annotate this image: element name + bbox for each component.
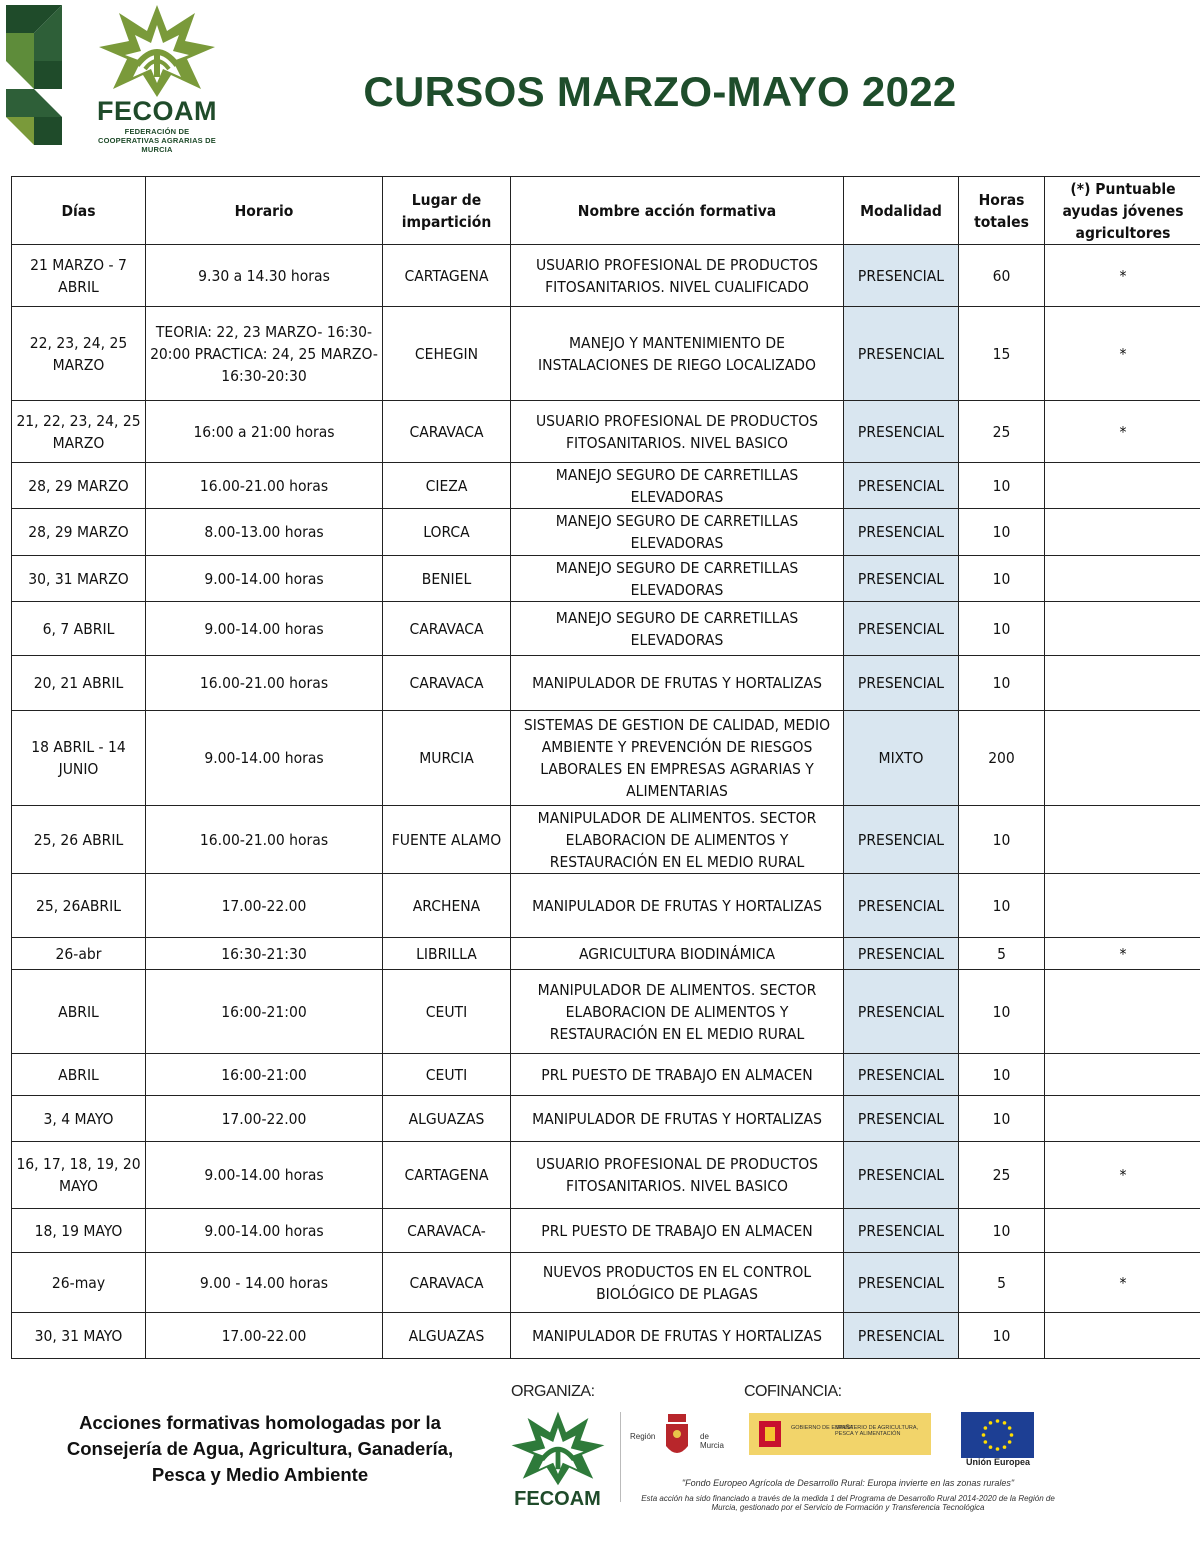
cell-horario: 9.00-14.00 horas: [146, 1142, 383, 1209]
cell-nombre: PRL PUESTO DE TRABAJO EN ALMACEN: [511, 1209, 844, 1253]
table-row: [12, 307, 1200, 401]
cell-nombre: AGRICULTURA BIODINÁMICA: [511, 938, 844, 970]
cell-nombre: MANEJO Y MANTENIMIENTO DE INSTALACIONES DE RIEGO LOCALIZADO: [511, 307, 844, 401]
col-header-modalidad: Modalidad: [844, 177, 959, 245]
cell-dias: 28, 29 MARZO: [12, 463, 146, 509]
col-header-horario: Horario: [146, 177, 383, 245]
cell-puntuable: [1045, 874, 1200, 938]
cell-modalidad: PRESENCIAL: [844, 401, 959, 463]
cell-horario: 16:00-21:00: [146, 970, 383, 1054]
cell-nombre: MANIPULADOR DE ALIMENTOS. SECTOR ELABORACION DE ALIMENTOS Y RESTAURACIÓN EN EL MEDIO RURAL: [511, 970, 844, 1054]
cell-horas: 5: [959, 938, 1045, 970]
cell-modalidad: PRESENCIAL: [844, 509, 959, 556]
cell-modalidad: MIXTO: [844, 711, 959, 806]
col-header-lugar: Lugar de impartición: [383, 177, 511, 245]
cell-nombre: NUEVOS PRODUCTOS EN EL CONTROL BIOLÓGICO DE PLAGAS: [511, 1253, 844, 1313]
table-row: [12, 1209, 1200, 1253]
table-row: [12, 806, 1200, 874]
table-row: [12, 1096, 1200, 1142]
cell-lugar: CIEZA: [383, 463, 511, 509]
cell-horas: 15: [959, 307, 1045, 401]
cell-lugar: CARTAGENA: [383, 1142, 511, 1209]
cell-modalidad: PRESENCIAL: [844, 245, 959, 307]
cell-horas: 10: [959, 1209, 1045, 1253]
cell-modalidad: PRESENCIAL: [844, 602, 959, 656]
cell-horas: 60: [959, 245, 1045, 307]
cell-dias: 22, 23, 24, 25 MARZO: [12, 307, 146, 401]
cell-modalidad: PRESENCIAL: [844, 307, 959, 401]
cell-modalidad: PRESENCIAL: [844, 463, 959, 509]
cell-lugar: ARCHENA: [383, 874, 511, 938]
cell-nombre: MANEJO SEGURO DE CARRETILLAS ELEVADORAS: [511, 463, 844, 509]
cell-nombre: USUARIO PROFESIONAL DE PRODUCTOS FITOSANITARIOS. NIVEL CUALIFICADO: [511, 245, 844, 307]
col-header-dias: Días: [12, 177, 146, 245]
table-row: [12, 602, 1200, 656]
cell-nombre: MANIPULADOR DE FRUTAS Y HORTALIZAS: [511, 874, 844, 938]
table-row: [12, 401, 1200, 463]
cell-puntuable: [1045, 806, 1200, 874]
cell-puntuable: *: [1045, 401, 1200, 463]
cell-dias: 3, 4 MAYO: [12, 1096, 146, 1142]
table-row: [12, 1054, 1200, 1096]
cell-horas: 10: [959, 656, 1045, 711]
cell-puntuable: [1045, 1054, 1200, 1096]
cell-horario: 17.00-22.00: [146, 1096, 383, 1142]
logo-subtitle-1: FEDERACIÓN DE: [124, 127, 190, 136]
cell-modalidad: PRESENCIAL: [844, 1313, 959, 1359]
cell-dias: 18, 19 MAYO: [12, 1209, 146, 1253]
cell-lugar: ALGUAZAS: [383, 1096, 511, 1142]
fund-note: "Fondo Europeo Agrícola de Desarrollo Rural: Europa invierte en las zonas rurales": [681, 1478, 1015, 1488]
cell-horario: 16:30-21:30: [146, 938, 383, 970]
cell-puntuable: [1045, 656, 1200, 711]
cell-puntuable: [1045, 970, 1200, 1054]
cell-dias: ABRIL: [12, 1054, 146, 1096]
eu-star: [989, 1421, 993, 1425]
eu-star: [984, 1426, 988, 1430]
cell-dias: 26-abr: [12, 938, 146, 970]
table-row: [12, 1313, 1200, 1359]
cell-modalidad: PRESENCIAL: [844, 1096, 959, 1142]
corner-geometric-mark: [6, 5, 62, 145]
cell-dias: 30, 31 MARZO: [12, 556, 146, 602]
cell-puntuable: [1045, 602, 1200, 656]
logo-name: FECOAM: [97, 96, 217, 126]
gobierno-label: GOBIERNO DE ESPAÑA: [791, 1425, 854, 1431]
cell-modalidad: PRESENCIAL: [844, 1209, 959, 1253]
cell-dias: 20, 21 ABRIL: [12, 656, 146, 711]
cell-horas: 10: [959, 970, 1045, 1054]
cell-puntuable: *: [1045, 1253, 1200, 1313]
region-murcia-logo: [630, 1412, 730, 1472]
cell-modalidad: PRESENCIAL: [844, 874, 959, 938]
cell-nombre: MANIPULADOR DE FRUTAS Y HORTALIZAS: [511, 1313, 844, 1359]
table-row: [12, 970, 1200, 1054]
page-title: CURSOS MARZO-MAYO 2022: [363, 68, 957, 115]
eu-star: [1008, 1426, 1012, 1430]
cell-lugar: CEUTI: [383, 970, 511, 1054]
cell-puntuable: [1045, 463, 1200, 509]
cell-lugar: CEHEGIN: [383, 307, 511, 401]
cell-nombre: MANIPULADOR DE FRUTAS Y HORTALIZAS: [511, 656, 844, 711]
cell-nombre: MANIPULADOR DE ALIMENTOS. SECTOR ELABORACION DE ALIMENTOS Y RESTAURACIÓN EN EL MEDIO RURAL: [511, 806, 844, 874]
cell-lugar: CARTAGENA: [383, 245, 511, 307]
eu-flag: [961, 1412, 1034, 1458]
cell-puntuable: [1045, 1096, 1200, 1142]
region-label: Región: [630, 1432, 656, 1441]
cell-horario: 16.00-21.00 horas: [146, 806, 383, 874]
table-row: [12, 463, 1200, 509]
cell-lugar: CARAVACA-: [383, 1209, 511, 1253]
ministerio-label: MINISTERIO DE AGRICULTURA, PESCA Y ALIMENTACIÓN: [835, 1425, 919, 1437]
cell-nombre: MANEJO SEGURO DE CARRETILLAS ELEVADORAS: [511, 602, 844, 656]
cell-dias: 21 MARZO - 7 ABRIL: [12, 245, 146, 307]
fecoam-star-emblem: [97, 3, 217, 98]
eu-star: [1008, 1440, 1012, 1444]
cell-horario: 9.00-14.00 horas: [146, 556, 383, 602]
table-row: [12, 711, 1200, 806]
fund-note-detail: Esta acción ha sido financiado a través de la medida 1 del Programa de Desarrollo Rural 2014-2020 de la Región de Murcia, gestionado por el Servicio de Formación y Transferencia Tecnológica: [641, 1494, 1055, 1512]
cell-horas: 25: [959, 401, 1045, 463]
gobierno-espana-logo: [749, 1413, 931, 1455]
table-row: [12, 874, 1200, 938]
cell-dias: ABRIL: [12, 970, 146, 1054]
cell-modalidad: PRESENCIAL: [844, 806, 959, 874]
cell-puntuable: [1045, 711, 1200, 806]
cell-dias: 28, 29 MARZO: [12, 509, 146, 556]
eu-star: [996, 1447, 1000, 1451]
cell-nombre: MANIPULADOR DE FRUTAS Y HORTALIZAS: [511, 1096, 844, 1142]
cell-modalidad: PRESENCIAL: [844, 1142, 959, 1209]
cell-lugar: CARAVACA: [383, 401, 511, 463]
table-row: [12, 1142, 1200, 1209]
cell-horas: 10: [959, 1313, 1045, 1359]
cell-dias: 6, 7 ABRIL: [12, 602, 146, 656]
cell-puntuable: [1045, 509, 1200, 556]
table-row: [12, 938, 1200, 970]
cell-dias: 18 ABRIL - 14 JUNIO: [12, 711, 146, 806]
cell-puntuable: [1045, 1313, 1200, 1359]
cell-horario: 16.00-21.00 horas: [146, 656, 383, 711]
cell-horario: 9.00-14.00 horas: [146, 711, 383, 806]
cell-horario: TEORIA: 22, 23 MARZO- 16:30-20:00 PRACTICA: 24, 25 MARZO- 16:30-20:30: [146, 307, 383, 401]
eu-star: [996, 1419, 1000, 1423]
fecoam-logo-bottom: [505, 1410, 610, 1512]
cell-horario: 9.00-14.00 horas: [146, 602, 383, 656]
cell-puntuable: *: [1045, 938, 1200, 970]
cell-horas: 10: [959, 1054, 1045, 1096]
table-header-row: [12, 177, 1200, 245]
cell-horario: 17.00-22.00: [146, 1313, 383, 1359]
cell-puntuable: *: [1045, 245, 1200, 307]
cell-horas: 10: [959, 556, 1045, 602]
courses-table: [11, 176, 1200, 1359]
col-header-horas: Horas totales: [959, 177, 1045, 245]
cell-lugar: ALGUAZAS: [383, 1313, 511, 1359]
spain-crest-icon: [755, 1417, 785, 1451]
cell-dias: 16, 17, 18, 19, 20 MAYO: [12, 1142, 146, 1209]
eu-star: [984, 1440, 988, 1444]
cell-horario: 16:00-21:00: [146, 1054, 383, 1096]
cell-horas: 10: [959, 874, 1045, 938]
cell-puntuable: *: [1045, 1142, 1200, 1209]
cell-dias: 25, 26ABRIL: [12, 874, 146, 938]
eu-star: [989, 1445, 993, 1449]
fecoam-logo-bottom-name: FECOAM: [514, 1488, 601, 1510]
col-header-nombre: Nombre acción formativa: [511, 177, 844, 245]
cell-lugar: LIBRILLA: [383, 938, 511, 970]
cell-nombre: MANEJO SEGURO DE CARRETILLAS ELEVADORAS: [511, 509, 844, 556]
cell-lugar: MURCIA: [383, 711, 511, 806]
cell-nombre: USUARIO PROFESIONAL DE PRODUCTOS FITOSANITARIOS. NIVEL BASICO: [511, 1142, 844, 1209]
table-row: [12, 1253, 1200, 1313]
cell-lugar: FUENTE ALAMO: [383, 806, 511, 874]
cell-lugar: CEUTI: [383, 1054, 511, 1096]
cell-puntuable: [1045, 1209, 1200, 1253]
eu-stars-icon: [961, 1412, 1034, 1458]
cell-horario: 8.00-13.00 horas: [146, 509, 383, 556]
cell-modalidad: PRESENCIAL: [844, 1054, 959, 1096]
cell-horario: 16.00-21.00 horas: [146, 463, 383, 509]
cell-horas: 200: [959, 711, 1045, 806]
fecoam-logo: [92, 3, 222, 153]
cell-dias: 21, 22, 23, 24, 25 MARZO: [12, 401, 146, 463]
cell-dias: 30, 31 MAYO: [12, 1313, 146, 1359]
eu-star: [1003, 1421, 1007, 1425]
table-row: [12, 556, 1200, 602]
cell-nombre: USUARIO PROFESIONAL DE PRODUCTOS FITOSANITARIOS. NIVEL BASICO: [511, 401, 844, 463]
cell-modalidad: PRESENCIAL: [844, 970, 959, 1054]
cell-dias: 26-may: [12, 1253, 146, 1313]
cell-puntuable: [1045, 556, 1200, 602]
cell-modalidad: PRESENCIAL: [844, 1253, 959, 1313]
cell-modalidad: PRESENCIAL: [844, 556, 959, 602]
homologation-text: Acciones formativas homologadas por la Consejería de Agua, Agricultura, Ganadería, Pesca y Medio Ambiente: [66, 1412, 454, 1485]
col-header-puntuable: (*) Puntuable ayudas jóvenes agricultores: [1045, 177, 1200, 245]
cell-dias: 25, 26 ABRIL: [12, 806, 146, 874]
cell-horas: 10: [959, 806, 1045, 874]
cell-horas: 10: [959, 602, 1045, 656]
fecoam-star-emblem-bottom: [510, 1410, 606, 1486]
cell-puntuable: *: [1045, 307, 1200, 401]
table-row: [12, 656, 1200, 711]
cell-horario: 9.00 - 14.00 horas: [146, 1253, 383, 1313]
cell-lugar: BENIEL: [383, 556, 511, 602]
organiza-label: ORGANIZA:: [511, 1383, 595, 1400]
cell-modalidad: PRESENCIAL: [844, 938, 959, 970]
cell-lugar: CARAVACA: [383, 656, 511, 711]
cell-nombre: MANEJO SEGURO DE CARRETILLAS ELEVADORAS: [511, 556, 844, 602]
cell-horario: 9.00-14.00 horas: [146, 1209, 383, 1253]
cell-horas: 10: [959, 463, 1045, 509]
cell-horas: 10: [959, 509, 1045, 556]
cell-horario: 17.00-22.00: [146, 874, 383, 938]
cell-lugar: LORCA: [383, 509, 511, 556]
cell-horas: 25: [959, 1142, 1045, 1209]
eu-star: [1003, 1445, 1007, 1449]
cell-nombre: SISTEMAS DE GESTION DE CALIDAD, MEDIO AMBIENTE Y PREVENCIÓN DE RIESGOS LABORALES EN EMPRESAS AGRARIAS Y ALIMENTARIAS: [511, 711, 844, 806]
table-row: [12, 509, 1200, 556]
murcia-label: de Murcia: [700, 1432, 725, 1450]
eu-label: Unión Europea: [965, 1457, 1030, 1467]
cofinancia-label: COFINANCIA:: [744, 1383, 842, 1400]
eu-star: [1010, 1433, 1014, 1437]
logo-subtitle-2: COOPERATIVAS AGRARIAS DE MURCIA: [97, 136, 216, 154]
cell-horas: 5: [959, 1253, 1045, 1313]
table-row: [12, 245, 1200, 307]
cell-modalidad: PRESENCIAL: [844, 656, 959, 711]
cell-lugar: CARAVACA: [383, 602, 511, 656]
cell-horario: 9.30 a 14.30 horas: [146, 245, 383, 307]
murcia-crest-icon: [662, 1412, 692, 1462]
cell-lugar: CARAVACA: [383, 1253, 511, 1313]
logo-separator: [620, 1412, 621, 1502]
cell-nombre: PRL PUESTO DE TRABAJO EN ALMACEN: [511, 1054, 844, 1096]
cell-horario: 16:00 a 21:00 horas: [146, 401, 383, 463]
cell-horas: 10: [959, 1096, 1045, 1142]
eu-star: [982, 1433, 986, 1437]
